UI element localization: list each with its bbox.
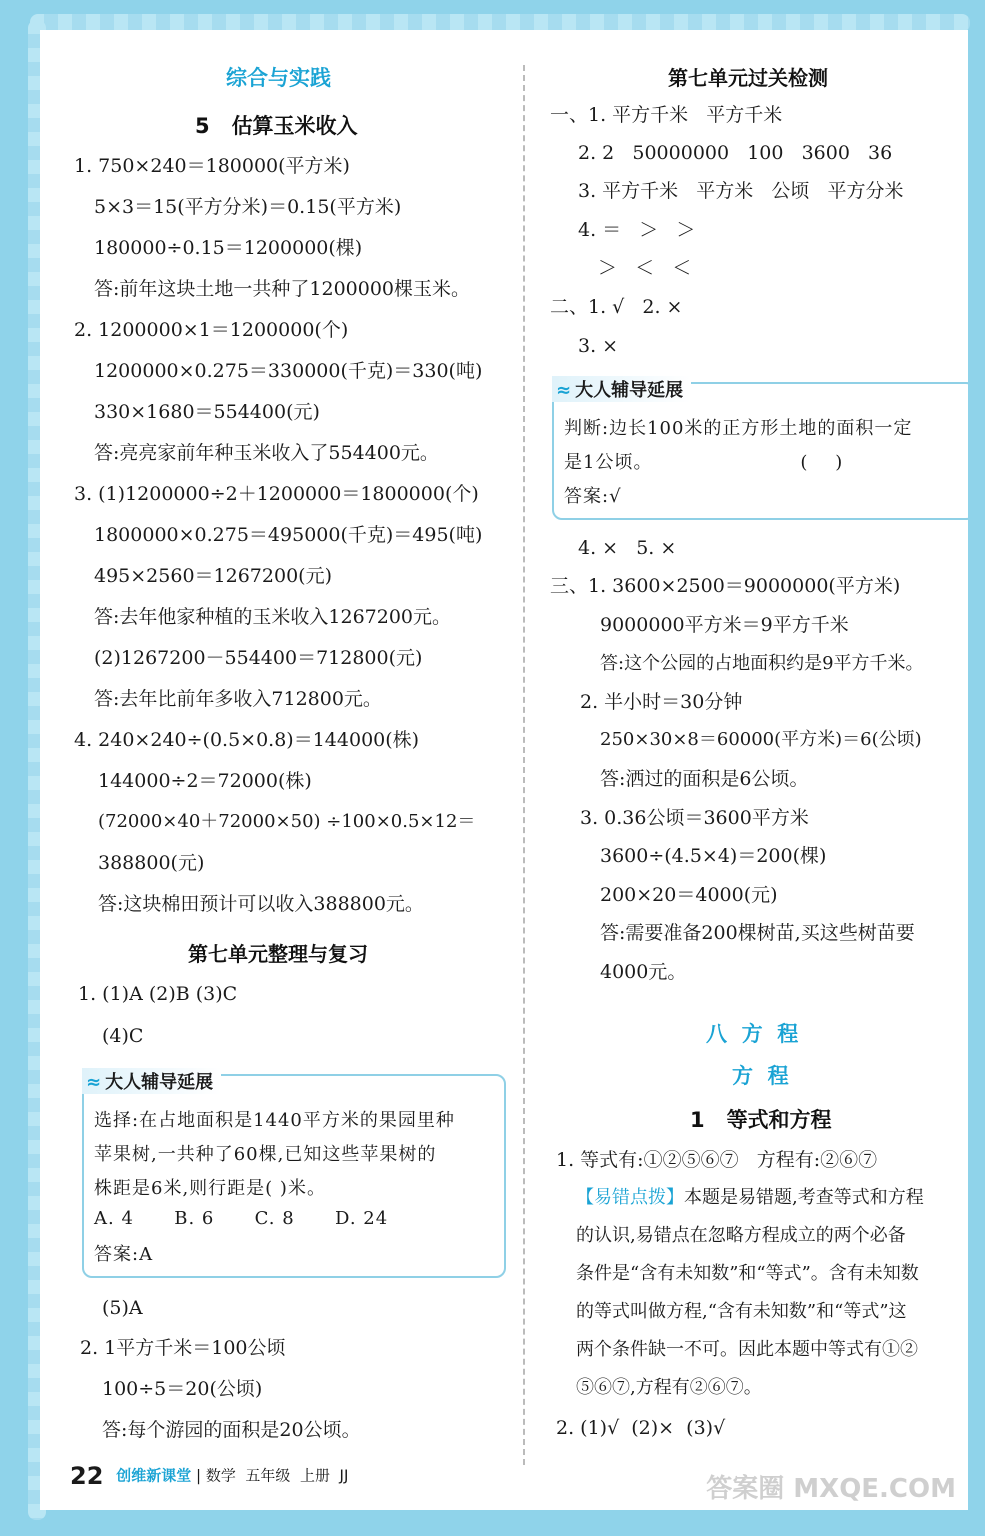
review-title: 第七单元整理与复习 — [188, 942, 368, 966]
answer-line: 答:去年他家种植的玉米收入1267200元。 — [94, 606, 452, 628]
answer-line: 答:这个公园的占地面积约是9平方千米。 — [600, 653, 924, 674]
answer-line: 4000元。 — [600, 961, 687, 983]
watermark: 答案圈 MXQE.COM — [706, 1474, 956, 1504]
answer-line: 250×30×8＝60000(平方米)＝6(公顷) — [600, 729, 922, 750]
chapter-subtitle: 方 程 — [732, 1064, 789, 1088]
tutor-extension-title: ≈ 大人辅导延展 — [552, 376, 691, 402]
lesson-title: 5 估算玉米收入 — [195, 114, 358, 138]
answer-line: (72000×40＋72000×50) ÷100×0.5×12＝ — [98, 811, 476, 832]
tip-line: 的认识,易错点在忽略方程成立的两个必备 — [576, 1225, 906, 1246]
answer-line: 1. 等式有:①②⑤⑥⑦ 方程有:②⑥⑦ — [556, 1149, 878, 1171]
answer-line: 2. 1平方千米＝100公顷 — [80, 1337, 286, 1359]
answer-line: 2. (1)√ (2)× (3)√ — [556, 1417, 726, 1439]
answer-line: 答:需要准备200棵树苗,买这些树苗要 — [600, 922, 915, 944]
tip-line: 条件是“含有未知数”和“等式”。含有未知数 — [576, 1263, 919, 1284]
answer-line: 答:这块棉田预计可以收入388800元。 — [98, 893, 424, 915]
answer-line: 1. 750×240＝180000(平方米) — [74, 155, 350, 177]
answer-line: 3. × — [578, 335, 619, 357]
tip-line: 的等式叫做方程,“含有未知数”和“等式”这 — [576, 1301, 907, 1322]
box-line: 株距是6米,则行距是( )米。 — [94, 1178, 326, 1199]
answer-line: 3. (1)1200000÷2＋1200000＝1800000(个) — [74, 483, 479, 505]
answer-line: 4. × 5. × — [578, 537, 677, 559]
answer-line: (5)A — [102, 1297, 143, 1319]
answer-line: ＞ ＜ ＜ — [598, 257, 692, 279]
answer-line: 5×3＝15(平方分米)＝0.15(平方米) — [94, 196, 402, 218]
answer-line: 388800(元) — [98, 852, 205, 874]
answer-line: (2)1267200－554400＝712800(元) — [94, 647, 423, 669]
answer-line: 3600÷(4.5×4)＝200(棵) — [600, 845, 827, 867]
subject: 数学 — [205, 1466, 236, 1485]
chapter-title: 八 方 程 — [706, 1022, 799, 1046]
answer-line: 495×2560＝1267200(元) — [94, 565, 332, 587]
lesson-title: 1 等式和方程 — [690, 1108, 832, 1132]
page-footer: 22 创维新课堂 | 数学 五年级 上册 JJ — [70, 1462, 349, 1490]
answer-page — [40, 30, 968, 1510]
answer-line: 答:洒过的面积是6公顷。 — [600, 768, 809, 790]
tip-line: 【易错点拨】本题是易错题,考查等式和方程 — [576, 1187, 924, 1208]
answer-line: 答:去年比前年多收入712800元。 — [94, 688, 382, 710]
answer-line: 一、1. 平方千米 平方千米 — [550, 104, 783, 126]
box-line: A. 4 B. 6 C. 8 D. 24 — [94, 1208, 389, 1229]
box-line: 答案:A — [94, 1244, 154, 1265]
answer-line: 4. ＝ ＞ ＞ — [578, 219, 696, 241]
answer-line: 3. 平方千米 平方米 公顷 平方分米 — [578, 180, 904, 202]
answer-line: 1200000×0.275＝330000(千克)＝330(吨) — [94, 360, 483, 382]
answer-line: 9000000平方米＝9平方千米 — [600, 614, 849, 636]
box-line: 是1公顷。 ( ) — [564, 452, 844, 473]
box-line: 答案:√ — [564, 486, 622, 507]
answer-line: 1. (1)A (2)B (3)C — [78, 983, 238, 1005]
tip-tag: 【易错点拨】 — [576, 1187, 684, 1208]
waves-icon: ≈ — [86, 1072, 102, 1093]
column-divider — [523, 65, 525, 1465]
answer-line: 答:每个游园的面积是20公顷。 — [102, 1419, 361, 1441]
answer-line: 二、1. √ 2. × — [550, 296, 683, 318]
answer-line: 100÷5＝20(公顷) — [102, 1378, 263, 1400]
answer-line: 200×20＝4000(元) — [600, 884, 778, 906]
answer-line: 2. 半小时＝30分钟 — [580, 691, 743, 713]
page-number: 22 — [70, 1462, 104, 1490]
grade: 五年级 — [245, 1466, 291, 1485]
tip-line: ⑤⑥⑦,方程有②⑥⑦。 — [576, 1377, 762, 1398]
section-title: 综合与实践 — [226, 66, 331, 90]
answer-line: 答:前年这块土地一共种了1200000棵玉米。 — [94, 278, 471, 300]
answer-line: 3. 0.36公顷＝3600平方米 — [580, 807, 809, 829]
answer-line: (4)C — [102, 1025, 144, 1047]
answer-line: 答:亮亮家前年种玉米收入了554400元。 — [94, 442, 439, 464]
answer-line: 180000÷0.15＝1200000(棵) — [94, 237, 363, 259]
tip-line: 两个条件缺一不可。因此本题中等式有①② — [576, 1339, 918, 1360]
waves-icon: ≈ — [556, 380, 572, 401]
answer-line: 330×1680＝554400(元) — [94, 401, 320, 423]
answer-line: 2. 2 50000000 100 3600 36 — [578, 142, 893, 164]
answer-line: 4. 240×240÷(0.5×0.8)＝144000(株) — [74, 729, 420, 751]
box-line: 选择:在占地面积是1440平方米的果园里种 — [94, 1110, 455, 1131]
series-name: 创维新课堂 — [116, 1466, 192, 1485]
unit-test-title: 第七单元过关检测 — [668, 66, 828, 90]
box-line: 苹果树,一共种了60棵,已知这些苹果树的 — [94, 1144, 437, 1165]
tutor-extension-box — [552, 382, 968, 520]
edition: JJ — [339, 1466, 349, 1485]
box-line: 判断:边长100米的正方形土地的面积一定 — [564, 418, 913, 439]
answer-line: 144000÷2＝72000(株) — [98, 770, 312, 792]
tutor-extension-title: ≈ 大人辅导延展 — [82, 1068, 221, 1094]
tutor-extension-box — [82, 1074, 506, 1278]
answer-line: 2. 1200000×1＝1200000(个) — [74, 319, 349, 341]
volume: 上册 — [299, 1466, 330, 1485]
answer-line: 1800000×0.275＝495000(千克)＝495(吨) — [94, 524, 483, 546]
answer-line: 三、1. 3600×2500＝9000000(平方米) — [550, 575, 901, 597]
